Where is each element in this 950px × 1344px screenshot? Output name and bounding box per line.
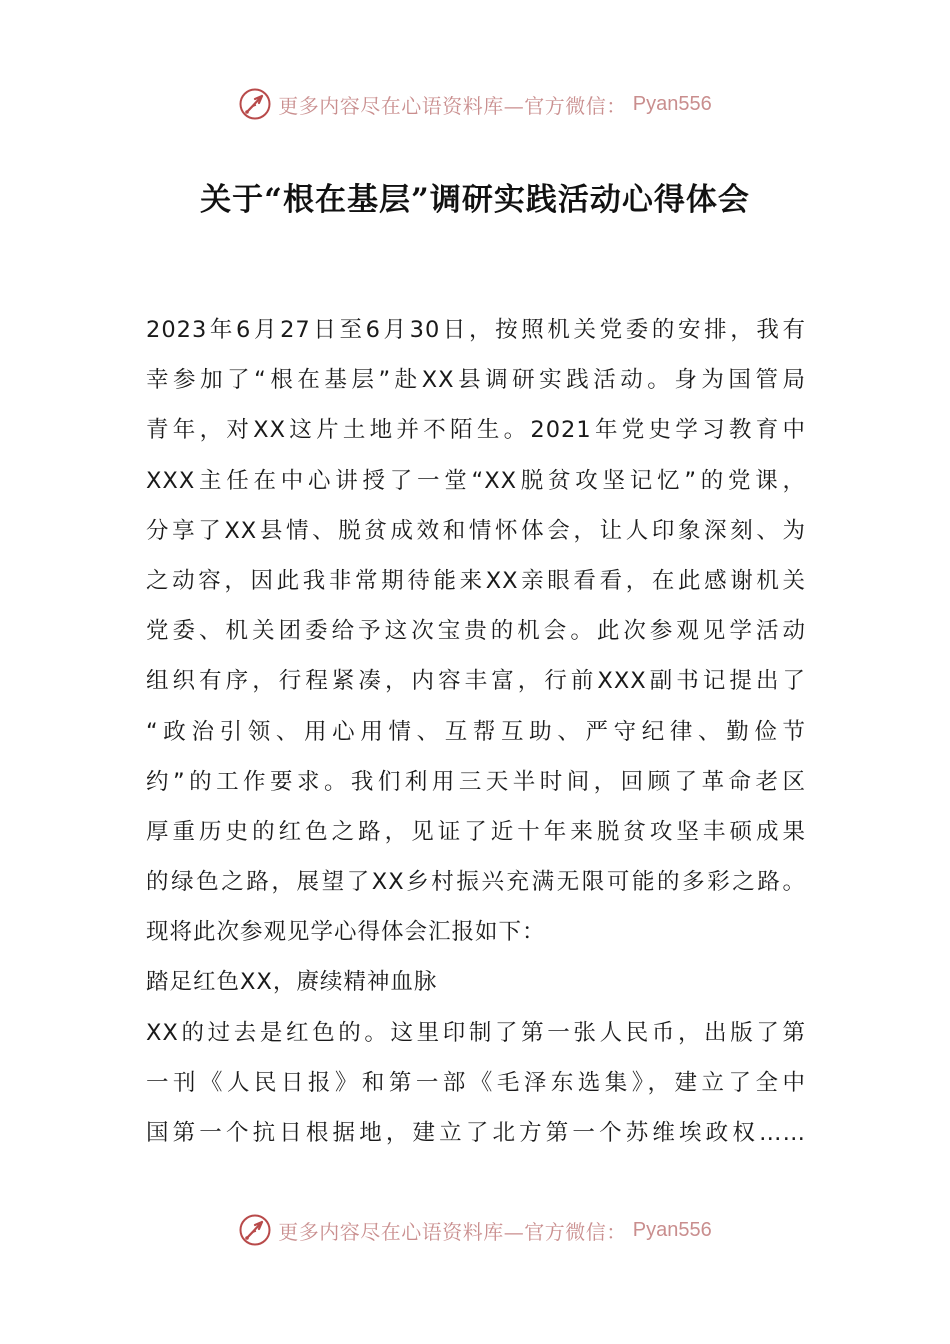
- body-line: 约”的工作要求。我们利用三天半时间，回顾了革命老区: [146, 768, 806, 795]
- document-title: 关于“根在基层”调研实践活动心得体会: [200, 182, 750, 218]
- body-line: 党委、机关团委给予这次宝贵的机会。此次参观见学活动: [146, 618, 806, 645]
- body-line: 青年，对XX这片土地并不陌生。2021年党史学习教育中: [146, 417, 806, 444]
- body-line: “政治引领、用心用情、互帮互助、严守纪律、勤俭节: [146, 718, 806, 745]
- footer-watermark: [0, 1208, 950, 1252]
- body-line: 厚重历史的红色之路，见证了近十年来脱贫攻坚丰硕成果: [146, 818, 806, 845]
- document-body: [146, 305, 806, 1158]
- body-line: 国第一个抗日根据地，建立了北方第一个苏维埃政权……: [146, 1120, 806, 1146]
- header-watermark: [0, 82, 950, 126]
- watermark-wechat-id: Pyan556: [632, 92, 712, 115]
- quill-logo-icon: [238, 1213, 272, 1247]
- quill-logo-icon: [238, 87, 272, 121]
- section-heading: 踏足红色XX，赓续精神血脉: [146, 969, 438, 996]
- body-line: 现将此次参观见学心得体会汇报如下：: [146, 919, 546, 946]
- body-line: 的绿色之路，展望了XX乡村振兴充满无限可能的多彩之路。: [146, 869, 806, 896]
- body-line: 分享了XX县情、脱贫成效和情怀体会，让人印象深刻、为: [146, 517, 806, 544]
- watermark-text: 更多内容尽在心语资料库—官方微信：: [278, 93, 627, 118]
- body-line: 一刊《人民日报》和第一部《毛泽东选集》，建立了全中: [146, 1069, 806, 1096]
- body-line: 之动容，因此我非常期待能来XX亲眼看看，在此感谢机关: [146, 567, 806, 594]
- watermark-text: 更多内容尽在心语资料库—官方微信：: [278, 1219, 627, 1244]
- body-line: XXX主任在中心讲授了一堂“XX脱贫攻坚记忆”的党课，: [146, 467, 806, 494]
- body-line: 组织有序，行程紧凑，内容丰富，行前XXX副书记提出了: [146, 668, 806, 695]
- body-line: 2023年6月27日至6月30日，按照机关党委的安排，我有: [146, 317, 806, 343]
- body-line: XX的过去是红色的。这里印制了第一张人民币，出版了第: [146, 1019, 806, 1046]
- watermark-wechat-id: Pyan556: [632, 1218, 712, 1241]
- body-line: 幸参加了“根在基层”赴XX县调研实践活动。身为国管局: [146, 367, 806, 394]
